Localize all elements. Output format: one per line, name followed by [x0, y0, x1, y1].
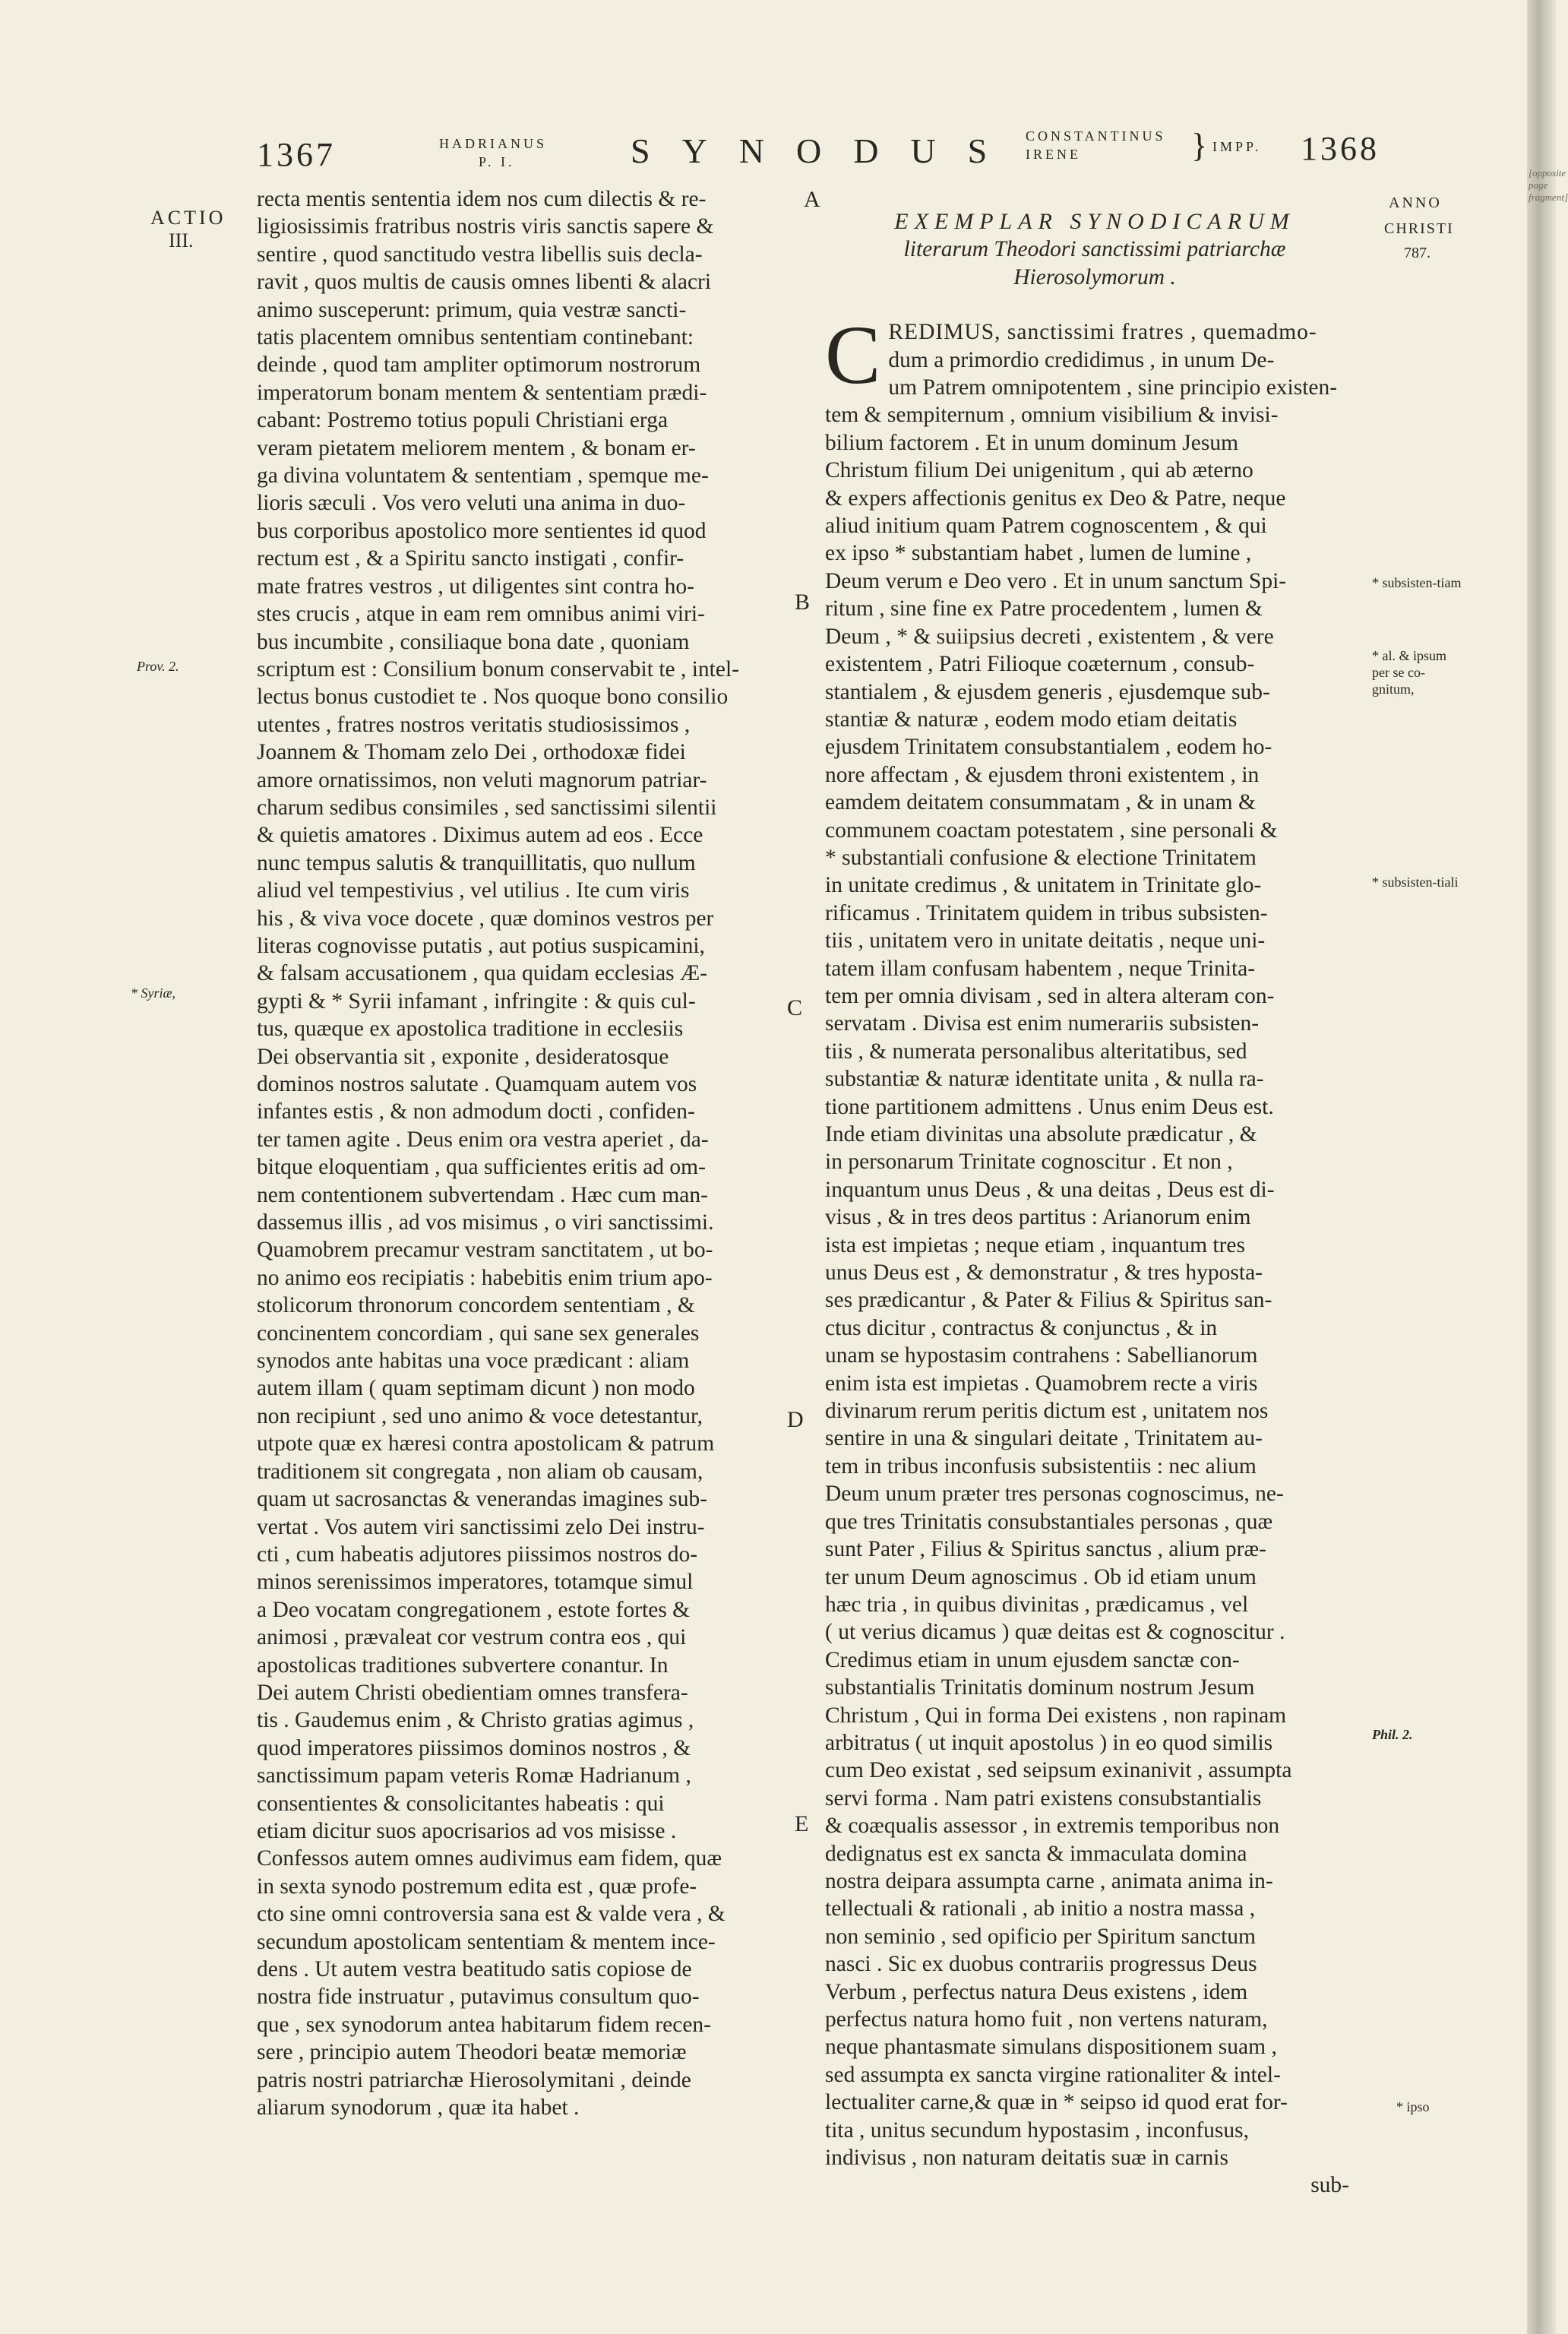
- right-column-line: tem per omnia divisam , sed in altera alteram con-: [825, 983, 1275, 1008]
- right-column-line: inquantum unus Deus , & una deitas , Deus est di-: [825, 1177, 1275, 1202]
- right-column-line: servatam . Divisa est enim numerariis subsisten-: [825, 1011, 1260, 1036]
- right-column-line: um Patrem omnipotentem , sine principio existen-: [888, 375, 1338, 400]
- left-column-line: minos serenissimos imperatores, totamque simul: [257, 1570, 694, 1595]
- left-column-line: consentientes & consolicitantes habeatis : qui: [257, 1791, 665, 1816]
- left-column-line: charum sedibus consimiles , sed sanctissimi silentii: [257, 795, 717, 820]
- left-column-line: & quietis amatores . Diximus autem ad eos . Ecce: [257, 823, 703, 848]
- left-column-line: secundum apostolicam sententiam & mentem ince-: [257, 1929, 716, 1954]
- running-title: SYNODUS: [631, 131, 1020, 170]
- right-column-line: sunt Pater , Filius & Spiritus sanctus , alium præ-: [825, 1537, 1266, 1562]
- left-column-line: etiam dicitur suos apocrisarios ad vos misisse .: [257, 1818, 677, 1843]
- left-column-line: nunc tempus salutis & tranquillitatis, quo nullum: [257, 850, 696, 875]
- right-column-line: Deum verum e Deo vero . Et in unum sanctum Spi-: [825, 568, 1287, 593]
- right-column-line: Credimus etiam in unum ejusdem sanctæ con-: [825, 1647, 1240, 1672]
- left-column-line: Confessos autem omnes audivimus eam fidem, quæ: [257, 1846, 722, 1871]
- drop-capital: C: [825, 308, 881, 402]
- left-column-line: stolicorum thronorum concordem sententiam , &: [257, 1293, 695, 1318]
- left-column-line: bus incumbite , consiliaque bona date , quoniam: [257, 629, 690, 654]
- right-column-line: & coæqualis assessor , in extremis temporibus non: [825, 1814, 1280, 1839]
- left-column-line: & falsam accusationem , qua quidam ecclesias Æ-: [257, 961, 708, 986]
- right-column-line: stantiæ & naturæ , eodem modo etiam deitatis: [825, 707, 1238, 732]
- left-page-number: 1367: [257, 136, 336, 173]
- right-column-line: indivisus , non naturam deitatis suæ in carnis: [825, 2146, 1228, 2171]
- left-column-line: non recipiunt , sed uno animo & voce detestantur,: [257, 1403, 703, 1428]
- section-letter-c: C: [787, 995, 803, 1020]
- left-column-line: infantes estis , & non admodum docti , confiden-: [257, 1099, 695, 1124]
- left-column-line: dens . Ut autem vestra beatitudo satis copiose de: [257, 1957, 692, 1981]
- left-column-line: amore ornatissimos, non veluti magnorum patriar-: [257, 767, 707, 792]
- brace-symbol: }: [1191, 127, 1208, 164]
- right-column-line: perfectus natura homo fuit , non vertens naturam,: [825, 2007, 1268, 2032]
- right-column-line: stantialem , & ejusdem generis , ejusdemque sub-: [825, 679, 1270, 704]
- left-column-line: Quamobrem precamur vestram sanctitatem , ut bo-: [257, 1238, 713, 1263]
- header-irene: IRENE: [1026, 147, 1081, 162]
- left-column-line: ligiosissimis fratribus nostris viris sanctis sapere &: [257, 214, 714, 239]
- left-column-line: tatis placentem omnibus sententiam continebant:: [257, 325, 694, 350]
- right-column-line: ( ut verius dicamus ) quæ deitas est & cognoscitur .: [825, 1620, 1285, 1645]
- right-column: [825, 208, 1364, 2200]
- left-column-line: apostolicas traditiones subvertere conantur. In: [257, 1652, 669, 1678]
- right-column-line: in unitate credimus , & unitatem in Trinitate glo-: [825, 873, 1262, 898]
- right-column-line: tatem illam confusam habentem , neque Trinita-: [825, 956, 1256, 981]
- left-column-line: tus, quæque ex apostolica traditione in ecclesiis: [257, 1017, 684, 1042]
- left-column-line: ravit , quos multis de causis omnes libenti & alacri: [257, 270, 712, 295]
- right-column-line: arbitratus ( ut inquit apostolus ) in eo quod similis: [825, 1730, 1273, 1755]
- right-column-line: ses prædicantur , & Pater & Filius & Spiritus san-: [825, 1288, 1272, 1313]
- left-column-line: dassemus illis , ad vos misimus , o viri sanctissimi.: [257, 1210, 714, 1235]
- right-column-line: & expers affectionis genitus ex Deo & Patre, neque: [825, 485, 1286, 511]
- right-column-line: ex ipso * substantiam habet , lumen de lumine ,: [825, 541, 1252, 566]
- right-column-line: tem in tribus inconfusis subsistentiis : nec alium: [825, 1453, 1257, 1479]
- left-column-line: ter tamen agite . Deus enim ora vestra aperiet , da-: [257, 1127, 709, 1152]
- right-column-line: substantiæ & naturæ identitate unita , & nulla ra-: [825, 1067, 1264, 1092]
- left-column-line: Joannem & Thomam zelo Dei , orthodoxæ fidei: [257, 740, 686, 765]
- left-column-line: rectum est , & a Spiritu sancto instigati , confir-: [257, 546, 684, 571]
- right-column-line: * substantiali confusione & electione Trinitatem: [825, 845, 1257, 870]
- left-column-line: sere , principio autem Theodori beatæ memoriæ: [257, 2040, 687, 2065]
- header-hadrianus: HADRIANUS: [439, 136, 548, 151]
- left-column-line: in sexta synodo postremum edita est , quæ profe-: [257, 1874, 697, 1899]
- left-column-line: concinentem concordiam , qui sane sex generales: [257, 1320, 700, 1346]
- right-column-line: tita , unitus secundum hypostasim , inconfusus,: [825, 2117, 1250, 2143]
- section-letter-e: E: [795, 1811, 809, 1836]
- right-column-text: [825, 308, 1364, 2171]
- header-constantinus: CONSTANTINUS: [1026, 128, 1166, 144]
- right-column-line: dedignatus est ex sancta & immaculata domina: [825, 1841, 1247, 1866]
- margin-note-prov: Prov. 2.: [137, 659, 179, 674]
- right-column-line: visus , & in tres deos partitus : Arianorum enim: [825, 1205, 1251, 1230]
- right-column-line: tiis , unitatem vero in unitate deitatis , neque uni-: [825, 928, 1266, 954]
- left-column-line: aliud vel tempestivius , vel utilius . Ite cum viris: [257, 878, 690, 903]
- left-column-line: scriptum est : Consilium bonum conservabit te , intel-: [257, 656, 739, 682]
- left-column-line: ga divina voluntatem & sententiam , spemque me-: [257, 463, 709, 489]
- left-column-line: deinde , quod tam ampliter optimorum nostrorum: [257, 353, 701, 378]
- left-column-line: recta mentis sententia idem nos cum dilectis & re-: [257, 187, 707, 211]
- letter-subtitle-2: Hierosolymorum .: [1013, 264, 1176, 289]
- section-letter-b: B: [795, 590, 811, 615]
- left-column-line: lectus bonus custodiet te . Nos quoque bono consilio: [257, 685, 729, 710]
- right-column-line: ejusdem Trinitatem consubstantialem , eodem ho-: [825, 735, 1272, 760]
- right-column-line: unus Deus est , & demonstratur , & tres hyposta-: [825, 1260, 1263, 1286]
- left-column-line: nem contentionem subvertendam . Hæc cum man-: [257, 1182, 708, 1207]
- left-column-line: quam ut sacrosanctas & venerandas imagines sub-: [257, 1487, 708, 1512]
- left-column-line: Dei autem Christi obedientiam omnes transfera-: [257, 1680, 688, 1705]
- left-column-line: a Deo vocatam congregationem , estote fortes &: [257, 1597, 691, 1622]
- opposite-page-fragment: [opposite page fragment]: [1528, 167, 1568, 203]
- left-column-line: veram pietatem meliorem mentem , & bonam er-: [257, 435, 696, 460]
- right-column-line: Christum filium Dei unigenitum , qui ab æterno: [825, 458, 1253, 483]
- right-column-line: eamdem deitatem consummatam , & in unam &: [825, 790, 1256, 815]
- left-column-line: tis . Gaudemus enim , & Christo gratias agimus ,: [257, 1708, 694, 1733]
- left-column-line: sentire , quod sanctitudo vestra libellis suis decla-: [257, 242, 703, 267]
- right-column-line: nore affectam , & ejusdem throni existentem , in: [825, 762, 1260, 787]
- left-column-line: quod imperatores piissimos dominos nostros , &: [257, 1735, 691, 1760]
- left-column-line: que , sex synodorum antea habitarum fidem recen-: [257, 2012, 711, 2037]
- left-column-line: patris nostri patriarchæ Hierosolymitani , deinde: [257, 2067, 691, 2092]
- right-column-line: divinarum rerum peritis dictum est , unitatem nos: [825, 1399, 1269, 1424]
- left-column-line: bitque eloquentiam , qua sufficientes eritis ad om-: [257, 1155, 706, 1180]
- right-column-line: lectualiter carne,& quæ in * seipso id quod erat for-: [825, 2090, 1288, 2115]
- left-column-line: his , & viva voce docete , quæ dominos vestros per: [257, 906, 714, 931]
- right-column-line: tione partitionem admittens . Unus enim Deus est.: [825, 1094, 1274, 1119]
- right-column-line: tellectuali & rationali , ab initio a nostra massa ,: [825, 1896, 1256, 1921]
- left-column-line: autem illam ( quam septimam dicunt ) non modo: [257, 1376, 695, 1401]
- right-column-line: enim ista est impietas . Quamobrem recte a viris: [825, 1371, 1258, 1396]
- left-column-line: cti , cum habeatis adjutores piissimos nostros do-: [257, 1542, 698, 1567]
- sidenote-phil: Phil. 2.: [1372, 1727, 1413, 1742]
- right-column-line: ritum , sine fine ex Patre procedentem , lumen &: [825, 596, 1263, 621]
- letter-subtitle: literarum Theodori sanctissimi patriarchæ: [903, 237, 1286, 262]
- right-column-line: aliud initium quam Patrem cognoscentem , & qui: [825, 514, 1267, 539]
- catchword: sub-: [1310, 2173, 1349, 2198]
- left-column-line: no animo eos recipiatis : habebitis enim trium apo-: [257, 1265, 713, 1290]
- sidenote-subsistentiali: * subsisten-tiali: [1372, 874, 1459, 890]
- right-column-line: tem & sempiternum , omnium visibilium & invisi-: [825, 403, 1279, 428]
- right-column-line: que tres Trinitatis consubstantiales personas , quæ: [825, 1509, 1273, 1534]
- left-column-line: sanctissimum papam veteris Romæ Hadrianum ,: [257, 1763, 691, 1788]
- right-column-line: hæc tria , in quibus divinitas , prædicamus , vel: [825, 1592, 1249, 1617]
- letter-title: EXEMPLAR SYNODICARUM: [894, 209, 1295, 234]
- section-letter-a: A: [804, 187, 820, 212]
- right-column-line: in personarum Trinitate cognoscitur . Et non ,: [825, 1150, 1233, 1175]
- right-column-line: ctus dicitur , contractus & conjunctus , & in: [825, 1315, 1218, 1340]
- left-column-line: utpote quæ ex hæresi contra apostolicam & patrum: [257, 1431, 715, 1456]
- right-column-line: existentem , Patri Filioque coæternum , consub-: [825, 652, 1255, 677]
- left-column-line: literas cognovisse putatis , aut potius suspicamini,: [257, 933, 705, 958]
- left-column-line: vertat . Vos autem viri sanctissimi zelo Dei instru-: [257, 1514, 705, 1539]
- left-column-line: lioris sæculi . Vos vero veluti una anima in duo-: [257, 491, 686, 516]
- right-column-line: servi forma . Nam patri existens consubstantialis: [825, 1785, 1262, 1811]
- anno-label: ANNO: [1389, 194, 1442, 211]
- section-letter-d: D: [787, 1407, 804, 1432]
- right-column-line: cum Deo existat , sed seipsum exinanivit , assumpta: [825, 1758, 1292, 1783]
- right-column-line: neque phantasmate simulans dispositionem suam ,: [825, 2035, 1277, 2060]
- left-column-line: nostra fide instruatur , putavimus consultum quo-: [257, 1985, 700, 2010]
- left-column-line: cabant: Postremo totius populi Christiani erga: [257, 408, 669, 433]
- left-column-line: Dei observantia sit , exponite , desideratosque: [257, 1044, 669, 1069]
- right-column-line: substantialis Trinitatis dominum nostrum Jesum: [825, 1675, 1255, 1700]
- left-column-line: animosi , prævaleat cor vestrum contra eos , qui: [257, 1625, 687, 1650]
- left-column-line: aliarum synodorum , quæ ita habet .: [257, 2095, 580, 2121]
- right-column-line: nostra deipara assumpta carne , animata anima in-: [825, 1868, 1273, 1893]
- left-column-line: traditionem sit congregata , non aliam ob causam,: [257, 1459, 703, 1484]
- left-column-line: mate fratres vestros , ut diligentes sint contra ho-: [257, 574, 694, 599]
- left-column-line: synodos ante habitas una voce prædicant : aliam: [257, 1349, 690, 1374]
- christi-label: CHRISTI: [1384, 220, 1454, 237]
- sidenote-ipsum: * al. & ipsum per se co-gnitum,: [1372, 648, 1446, 697]
- right-column-line: REDIMUS, sanctissimi fratres , quemadmo-: [888, 320, 1317, 345]
- right-column-line: Verbum , perfectus natura Deus existens , idem: [825, 1979, 1248, 2004]
- right-column-line: nasci . Sic ex duobus contrariis progressus Deus: [825, 1952, 1257, 1977]
- left-column-line: gypti & * Syrii infamant , infringite : & quis cul-: [257, 988, 696, 1014]
- sidenote-subsistentiam: * subsisten-tiam: [1372, 575, 1462, 590]
- right-column-line: sentire in una & singulari deitate , Trinitatem au-: [825, 1426, 1263, 1451]
- right-page-number: 1368: [1301, 130, 1380, 167]
- sidenote-ipso: * ipso: [1396, 2099, 1430, 2114]
- left-column-line: dominos nostros salutate . Quamquam autem vos: [257, 1072, 697, 1096]
- header-hadrianus-sub: P. I.: [479, 154, 515, 169]
- left-column-line: stes crucis , atque in eam rem omnibus animi viri-: [257, 602, 705, 627]
- right-column-line: sed assumpta ex sancta virgine rationaliter & intel-: [825, 2062, 1281, 2087]
- right-column-line: non seminio , sed opificio per Spiritum sanctum: [825, 1924, 1256, 1949]
- left-column-line: cto sine omni controversia sana est & valde vera , &: [257, 1902, 726, 1927]
- right-column-line: dum a primordio credidimus , in unum De-: [888, 347, 1275, 372]
- right-column-line: ter unum Deum agnoscimus . Ob id etiam unum: [825, 1564, 1257, 1589]
- margin-note-syriae: * Syriæ,: [131, 985, 176, 1001]
- right-column-line: Deum , * & suiipsius decreti , existentem , & vere: [825, 624, 1274, 649]
- actio-number: III.: [169, 229, 194, 251]
- right-column-line: tiis , & numerata personalibus alteritatibus, sed: [825, 1039, 1247, 1064]
- right-column-line: ista est impietas ; neque etiam , inquantum tres: [825, 1232, 1245, 1257]
- right-column-line: communem coactam potestatem , sine personali &: [825, 818, 1278, 843]
- right-column-line: unam se hypostasim contrahens : Sabellianorum: [825, 1343, 1258, 1368]
- right-column-line: Deum unum præter tres personas cognoscimus, ne-: [825, 1482, 1284, 1507]
- right-column-line: bilium factorem . Et in unum dominum Jesum: [825, 430, 1239, 455]
- year-label: 787.: [1404, 245, 1430, 261]
- left-column-line: imperatorum bonam mentem & sententiam prædi-: [257, 380, 707, 405]
- right-column-line: Inde etiam divinitas una absolute prædicatur , &: [825, 1122, 1257, 1146]
- book-binding-edge: [1527, 0, 1568, 2334]
- left-column-line: animo susceperunt: primum, quia vestræ sancti-: [257, 297, 687, 322]
- left-column-line: bus corporibus apostolico more sentientes id quod: [257, 518, 707, 543]
- right-column-line: rificamus . Trinitatem quidem in tribus subsisten-: [825, 900, 1268, 925]
- left-column-text: [257, 185, 781, 2121]
- actio-label: ACTIO: [150, 207, 226, 229]
- header-impp: IMPP.: [1212, 139, 1262, 154]
- left-column-line: utentes , fratres nostros veritatis studiosissimos ,: [257, 712, 691, 737]
- right-column-line: Christum , Qui in forma Dei existens , non rapinam: [825, 1703, 1287, 1728]
